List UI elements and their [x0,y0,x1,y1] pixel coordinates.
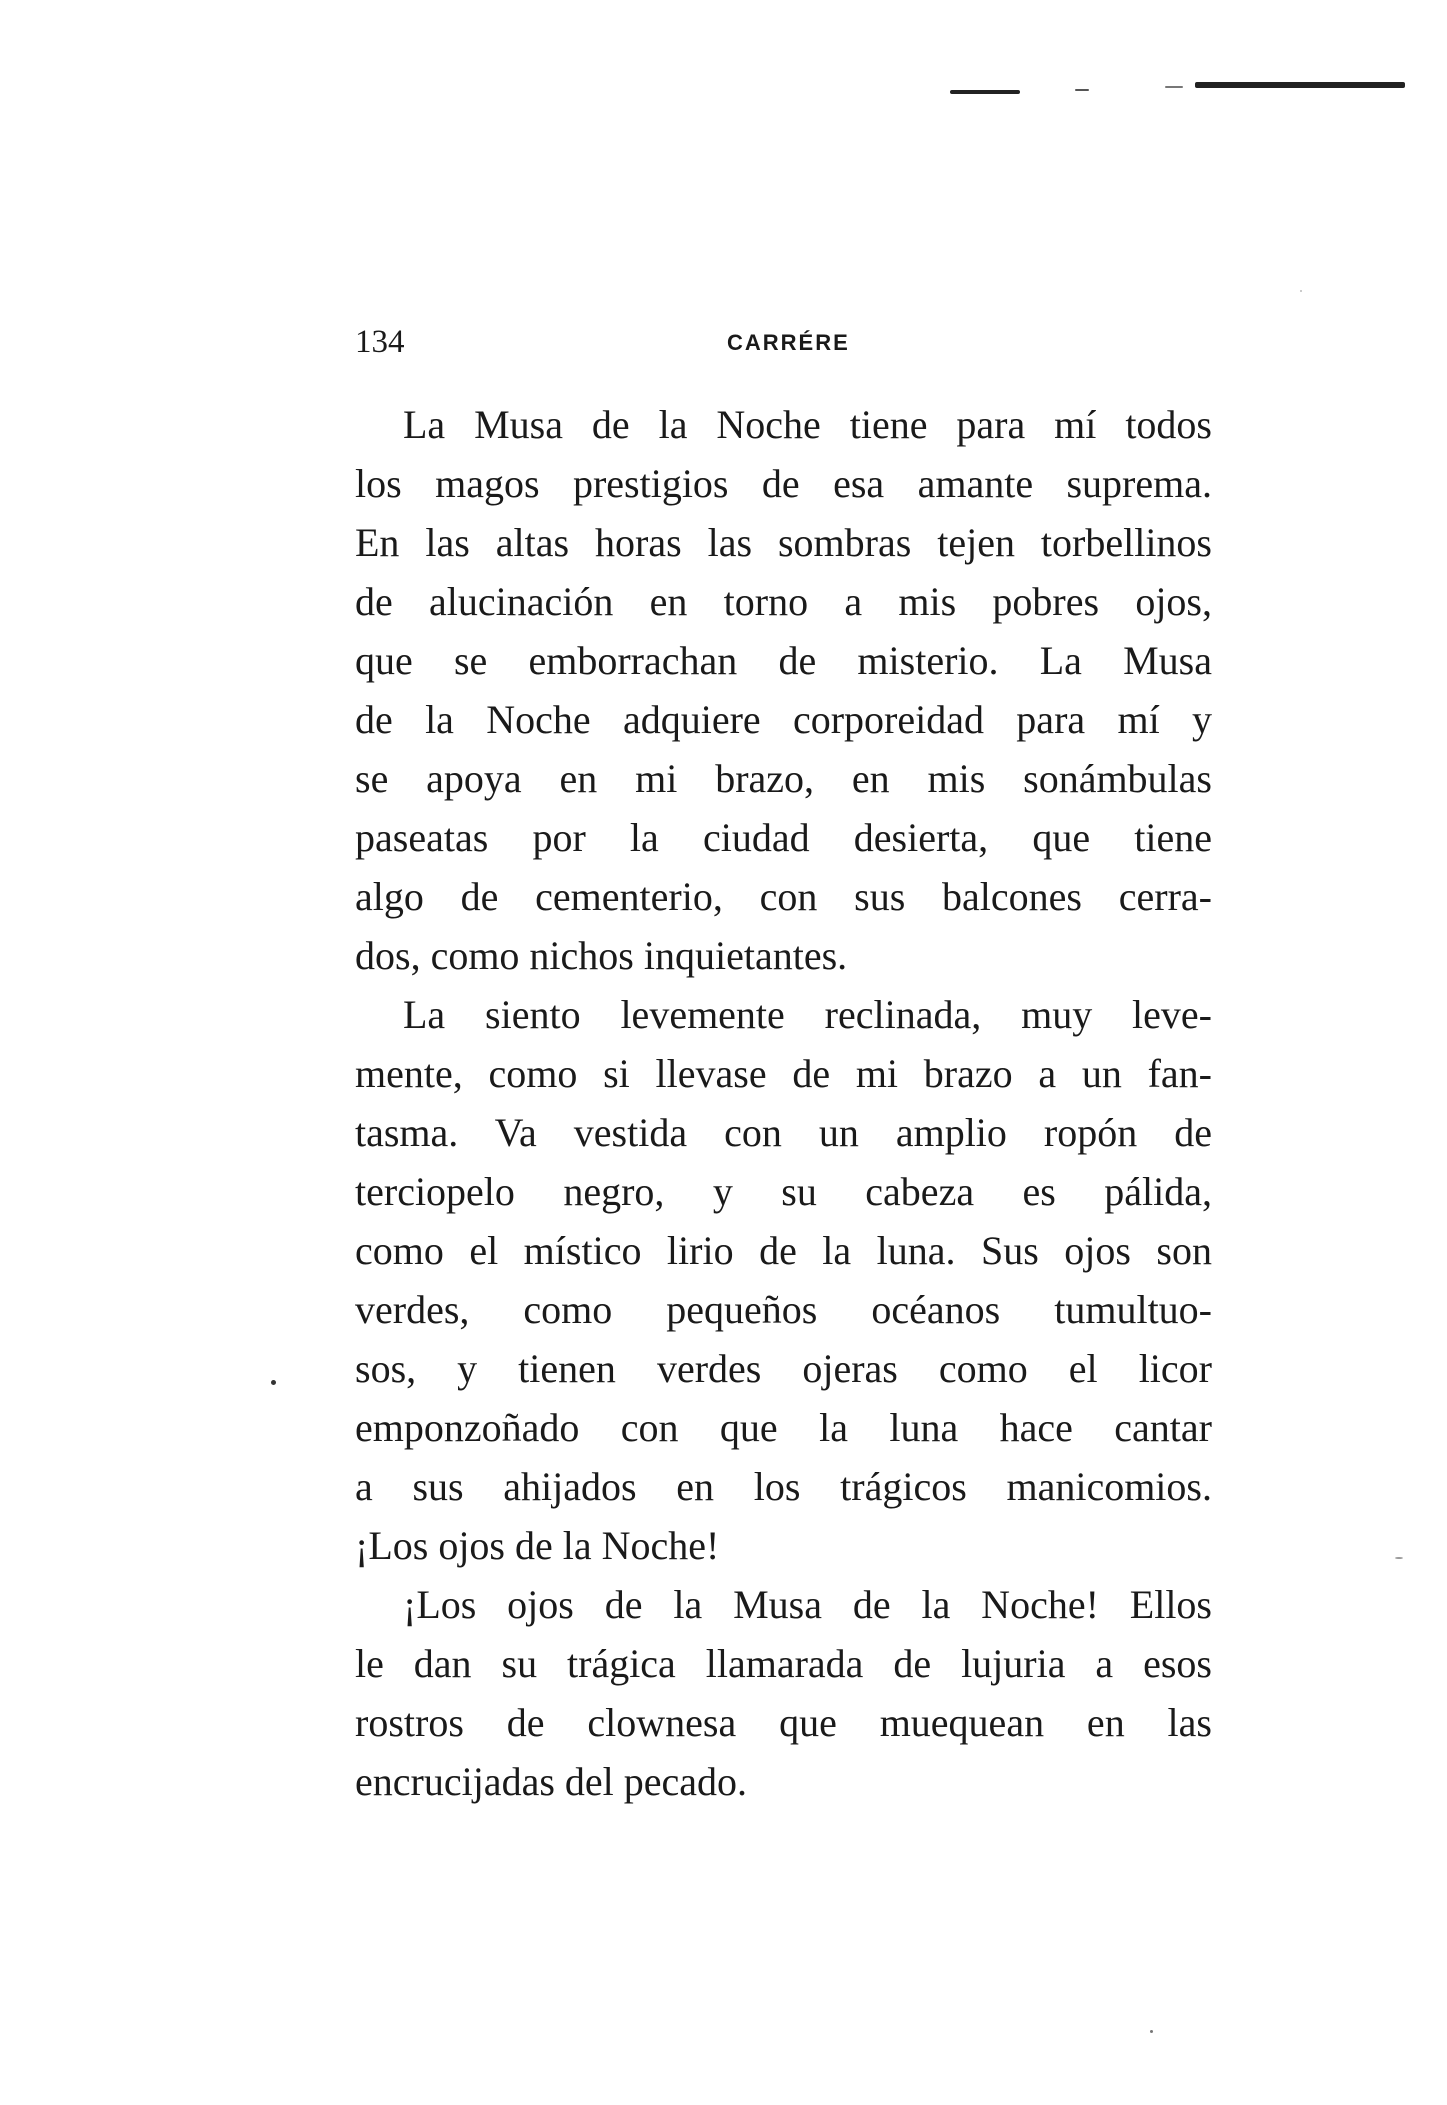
running-head [355,322,865,362]
text-line: En las altas horas las sombras tejen torbellinos [355,520,1212,565]
text-line: terciopelo negro, y su cabeza es pálida, [355,1169,1212,1214]
text-line: emponzoñado con que la luna hace cantar [355,1405,1212,1450]
ink-speck [1300,290,1302,292]
ink-speck [1395,1557,1403,1559]
ink-speck [271,1380,276,1385]
text-line: los magos prestigios de esa amante suprema. [355,461,1212,506]
text-line: de alucinación en torno a mis pobres ojos, [355,579,1212,624]
text-line: ¡Los ojos de la Musa de la Noche! Ellos [403,1582,1212,1627]
text-line: rostros de clownesa que muequean en las [355,1700,1212,1745]
text-line: tasma. Va vestida con un amplio ropón de [355,1110,1212,1155]
ink-speck [1150,2030,1153,2033]
text-line: se apoya en mi brazo, en mis sonámbulas [355,756,1212,801]
text-line: de la Noche adquiere corporeidad para mí y [355,697,1212,742]
text-line: que se emborrachan de misterio. La Musa [355,638,1212,683]
scan-mark [950,90,1020,94]
text-line: paseatas por la ciudad desierta, que tiene [355,815,1212,860]
page-number: 134 [355,324,405,360]
text-line: verdes, como pequeños océanos tumultuo- [355,1287,1212,1332]
text-line: dos, como nichos inquietantes. [355,933,848,978]
text-line: le dan su trágica llamarada de lujuria a esos [355,1641,1212,1686]
scan-mark [1075,89,1089,91]
text-line: a sus ahijados en los trágicos manicomios. [355,1464,1212,1509]
text-line: encrucijadas del pecado. [355,1759,748,1804]
text-line: algo de cementerio, con sus balcones cerra- [355,874,1212,919]
text-line: como el místico lirio de la luna. Sus ojos son [355,1228,1212,1273]
text-line: La siento levemente reclinada, muy leve- [403,992,1212,1037]
body-text [355,395,1212,1811]
scan-mark [1195,82,1405,88]
text-line: ¡Los ojos de la Noche! [355,1523,720,1568]
text-line: La Musa de la Noche tiene para mí todos [403,402,1212,447]
scan-mark [1165,86,1183,88]
text-line: mente, como si llevase de mi brazo a un fan- [355,1051,1212,1096]
running-title: CARRÉRE [727,330,850,355]
text-line: sos, y tienen verdes ojeras como el licor [355,1346,1212,1391]
